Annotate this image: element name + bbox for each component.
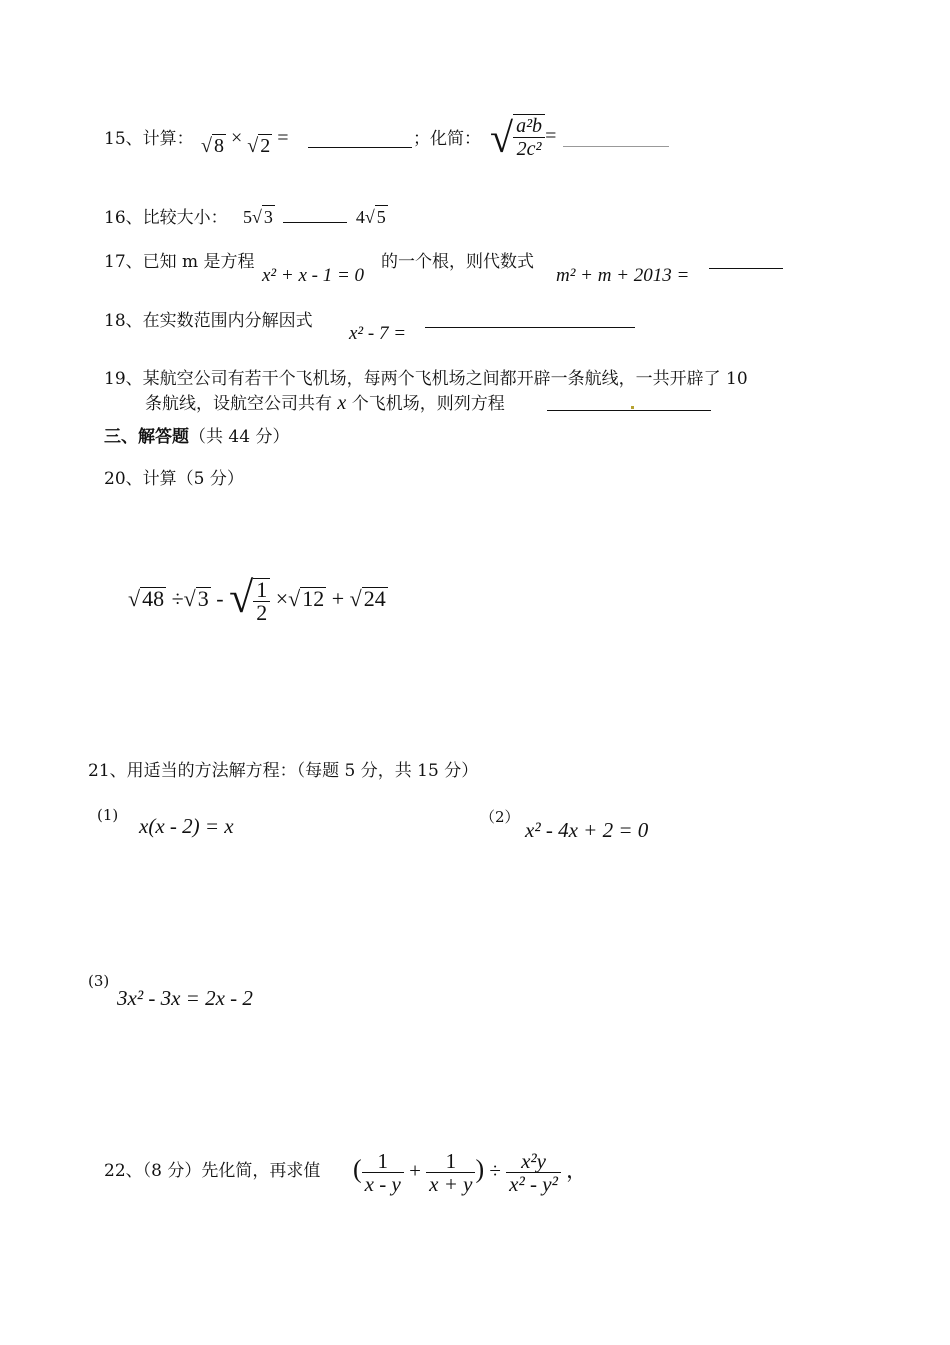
question-19-line-1: 19、某航空公司有若干个飞机场，每两个飞机场之间都开辟一条航线，一共开辟了 10: [104, 369, 748, 389]
equals-sign: =: [277, 127, 289, 149]
q17-middle-text: 的一个根，则代数式: [381, 252, 534, 272]
times-sign: ×: [230, 127, 243, 149]
question-15: [104, 128, 194, 150]
question-19-line-2: 条航线，设航空公司共有 x 个飞机场，则列方程: [145, 392, 505, 414]
q15-label: 15、计算：: [104, 129, 194, 149]
q15-sqrt-fraction: √ $\frac{\text{a²b}}{\text{2c²}}$ =: [490, 115, 557, 162]
fraction-numerator: a²b: [513, 115, 545, 138]
q17-expression: m² + m + 2013 =: [556, 265, 690, 286]
question-22: 22、（8 分）先化简，再求值: [104, 1161, 321, 1181]
q19-answer-blank[interactable]: [547, 396, 711, 411]
q20-expression: √48 ÷√3 - √ $\frac{1}{2}$ ×√12 + √24: [128, 573, 386, 625]
q18-answer-blank[interactable]: [425, 313, 635, 328]
q21-part-3-label: (3): [88, 972, 110, 990]
sqrt-2: √ 2: [247, 135, 271, 157]
q16-answer-blank[interactable]: [283, 208, 347, 223]
q21-equation-1: x(x - 2) = x: [139, 814, 234, 838]
question-20: 20、计算（5 分）: [104, 469, 244, 489]
q21-part-2-label: （2）: [480, 808, 520, 826]
fraction-denominator: 2c²: [516, 138, 542, 160]
q15-expression-1: [201, 127, 289, 158]
q15-answer-blank-2[interactable]: [563, 132, 669, 147]
question-16: 16、比较大小：: [104, 208, 228, 228]
cursor-mark: [631, 406, 634, 409]
q16-expression: 5√ 3 4√ 5: [243, 207, 386, 227]
q17-equation: x² + x - 1 = 0: [262, 265, 365, 286]
q21-equation-3: 3x² - 3x = 2x - 2: [117, 986, 253, 1010]
sqrt-8: √ 8: [201, 135, 224, 157]
question-21: 21、用适当的方法解方程：（每题 5 分，共 15 分）: [88, 761, 479, 781]
q22-expression: ( $\frac{1}{x - y}$ + $\frac{1}{x + y}$ ) ÷ $\frac{\text{x²y}}{\text{x² - y²}}$ ，: [353, 1149, 588, 1196]
question-18: 18、在实数范围内分解因式: [104, 311, 313, 331]
q18-expression: x² - 7 =: [349, 323, 407, 344]
q15-simplify-label: ；化简：: [413, 129, 481, 149]
variable-x: x: [337, 392, 347, 414]
q15-answer-blank-1[interactable]: [308, 133, 412, 148]
equals-sign: =: [545, 124, 557, 147]
q21-part-1-label: (1): [97, 806, 119, 824]
q21-equation-2: x² - 4x + 2 = 0: [525, 818, 649, 842]
q17-answer-blank[interactable]: [709, 254, 783, 269]
section-3-heading: 三、解答题（共 44 分）: [104, 427, 290, 447]
question-17: 17、已知 m 是方程: [104, 252, 255, 272]
